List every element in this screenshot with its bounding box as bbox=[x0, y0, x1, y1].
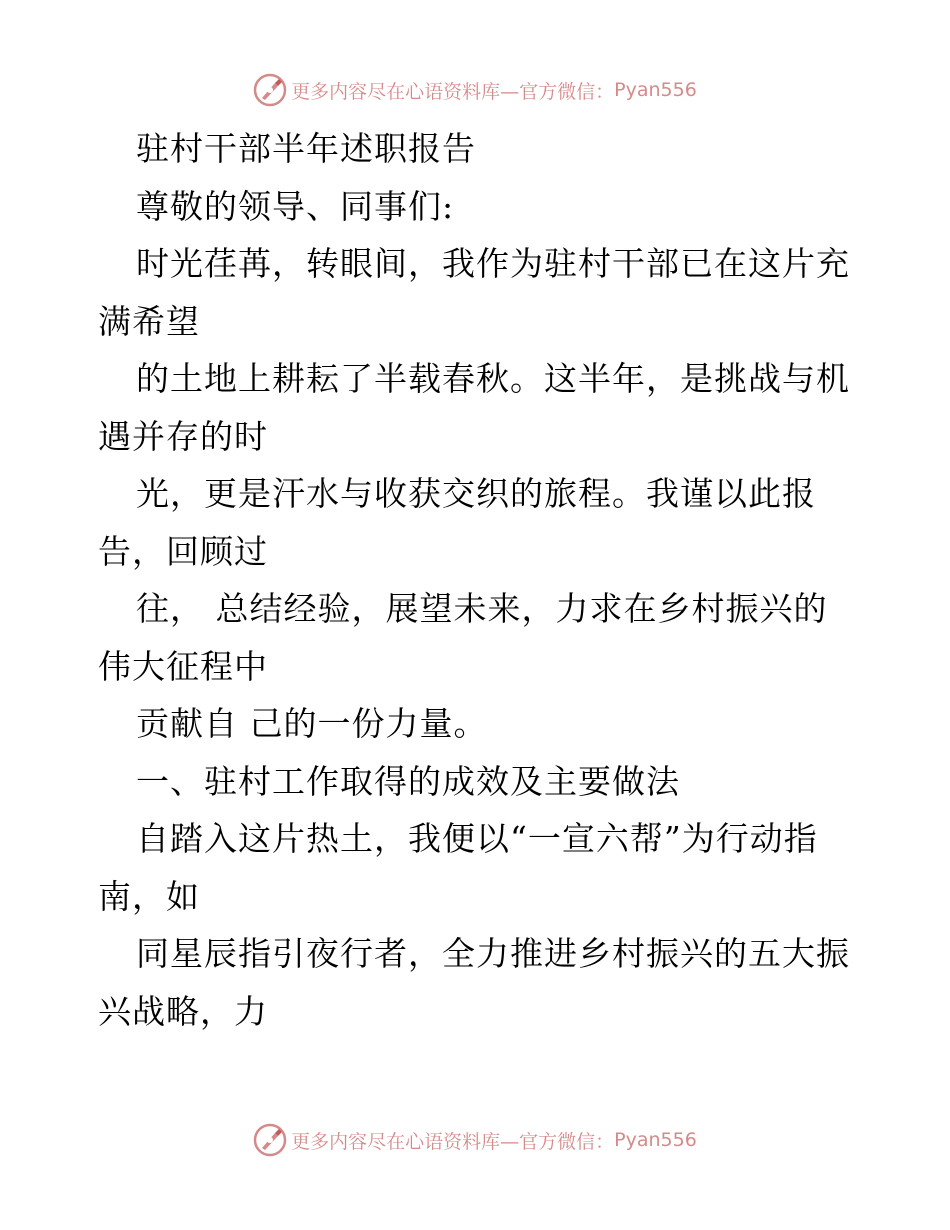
text-line: 兴战略，力 bbox=[98, 991, 268, 1031]
pen-logo-icon bbox=[253, 73, 287, 107]
watermark-text: 更多内容尽在心语资料库—官方微信： bbox=[291, 1130, 615, 1153]
text-line: 满希望 bbox=[98, 301, 200, 341]
text-line: 同星辰指引夜行者，全力推进乡村振兴的五大振 bbox=[136, 934, 850, 973]
text-line: 告，回顾过 bbox=[98, 531, 268, 571]
watermark-wechat-id: Pyan556 bbox=[614, 1129, 697, 1151]
text-line: 的土地上耕耘了半载春秋。这半年，是挑战与机 bbox=[136, 359, 850, 398]
text-line: 南，如 bbox=[98, 876, 200, 916]
text-line: 往， 总结经验，展望未来，力求在乡村振兴的 bbox=[136, 589, 828, 628]
text-line: 伟大征程中 bbox=[98, 646, 268, 686]
pen-logo-icon bbox=[253, 1123, 287, 1157]
text-line: 光，更是汗水与收获交织的旅程。我谨以此报 bbox=[136, 474, 816, 513]
text-line: 贡献自 己的一份力量。 bbox=[136, 704, 488, 743]
text-line: 尊敬的领导、同事们: bbox=[136, 186, 455, 226]
text-line: 一、驻村工作取得的成效及主要做法 bbox=[136, 761, 680, 801]
header-watermark bbox=[0, 70, 950, 110]
document-body bbox=[98, 120, 858, 1040]
footer-watermark bbox=[0, 1120, 950, 1160]
text-line: 自踏入这片热土，我便以“一宣六帮”为行动指 bbox=[136, 819, 818, 858]
document-title: 驻村干部半年述职报告 bbox=[136, 129, 476, 168]
text-line: 遇并存的时 bbox=[98, 416, 268, 456]
watermark-text: 更多内容尽在心语资料库—官方微信： bbox=[291, 80, 615, 103]
watermark-wechat-id: Pyan556 bbox=[614, 79, 697, 101]
text-line: 时光荏苒，转眼间，我作为驻村干部已在这片充 bbox=[136, 244, 850, 283]
